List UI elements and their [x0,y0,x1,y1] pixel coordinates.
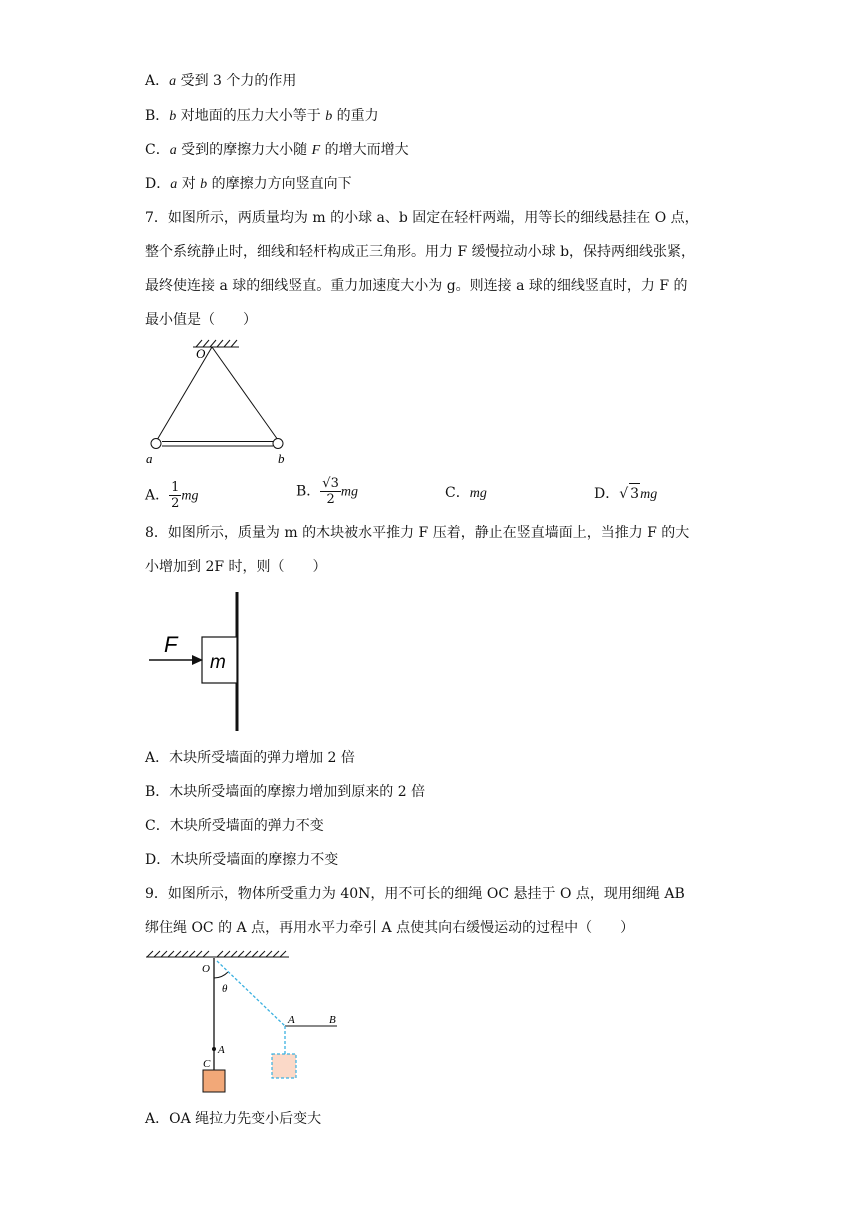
dashed-box [272,1054,296,1078]
q8-option-a: A．木块所受墙面的弹力增加 2 倍 [145,750,355,766]
q8-option-d: D．木块所受墙面的摩擦力不变 [145,852,339,868]
label-theta: θ [222,983,228,995]
q9-text-line2: 绑住绳 OC 的 A 点，再用水平力牵引 A 点使其向右缓慢运动的过程中（ ） [145,920,635,936]
q8-block-wall-figure [146,590,256,735]
label-a-moved: A [288,1014,295,1026]
angle-arc [214,972,228,978]
q7-option-a: A． $\frac{1}{2}$ mg [145,480,199,511]
q7-triangle-figure [140,337,300,467]
q8-option-c: C．木块所受墙面的弹力不变 [145,818,324,834]
q7-text-line1: 7．如图所示，两质量均为 m 的小球 a、b 固定在轻杆两端，用等长的细线悬挂在 O 点， [145,210,699,226]
q6-option-d: D．a 对 b 的摩擦力方向竖直向下 [145,176,352,192]
q7-option-b: B． $\frac{√3}{2}$ mg [296,476,358,507]
label-o: O [202,963,210,975]
point-a [212,1047,216,1051]
label-a: a [146,451,153,466]
q9-text-line1: 9．如图所示，物体所受重力为 40N，用不可长的细绳 OC 悬挂于 O 点，现用细绳 AB [145,886,685,902]
q7-text-line2: 整个系统静止时，细线和轻杆构成正三角形。用力 F 缓慢拉动小球 b，保持两细线张紧， [145,244,696,260]
q7-text-line3: 最终使连接 a 球的细线竖直。重力加速度大小为 g。则连接 a 球的细线竖直时，力 F 的 [145,278,688,294]
q9-rope-figure [143,948,353,1098]
q8-text-line2: 小增加到 2F 时，则（ ） [145,559,327,575]
q6-option-b: B．b 对地面的压力大小等于 b 的重力 [145,108,379,124]
q7-text-line4: 最小值是（ ） [145,312,257,328]
label-b: B [329,1014,336,1026]
q7-option-c: C．mg [445,485,487,501]
q8-option-b: B．木块所受墙面的摩擦力增加到原来的 2 倍 [145,784,426,800]
force-arrow-head [192,655,203,665]
ball-a [151,439,161,449]
label-o: O [196,346,206,361]
label-a: A [218,1044,225,1056]
string-ob [212,347,278,440]
ball-b [273,439,283,449]
q7-option-d: D．√ 3mg [594,483,657,505]
q6-option-a: A．a 受到 3 个力的作用 [145,73,297,89]
q8-text-line1: 8．如图所示，质量为 m 的木块被水平推力 F 压着，静止在竖直墙面上，当推力 F 的大 [145,525,690,541]
q9-option-a: A．OA 绳拉力先变小后变大 [145,1111,322,1127]
weight-box [203,1070,225,1092]
q6-option-c: C．a 受到的摩擦力大小随 F 的增大而增大 [145,142,409,158]
label-f: F [164,632,178,657]
label-m: m [210,652,226,673]
label-b: b [278,451,285,466]
label-c: C [203,1058,211,1070]
